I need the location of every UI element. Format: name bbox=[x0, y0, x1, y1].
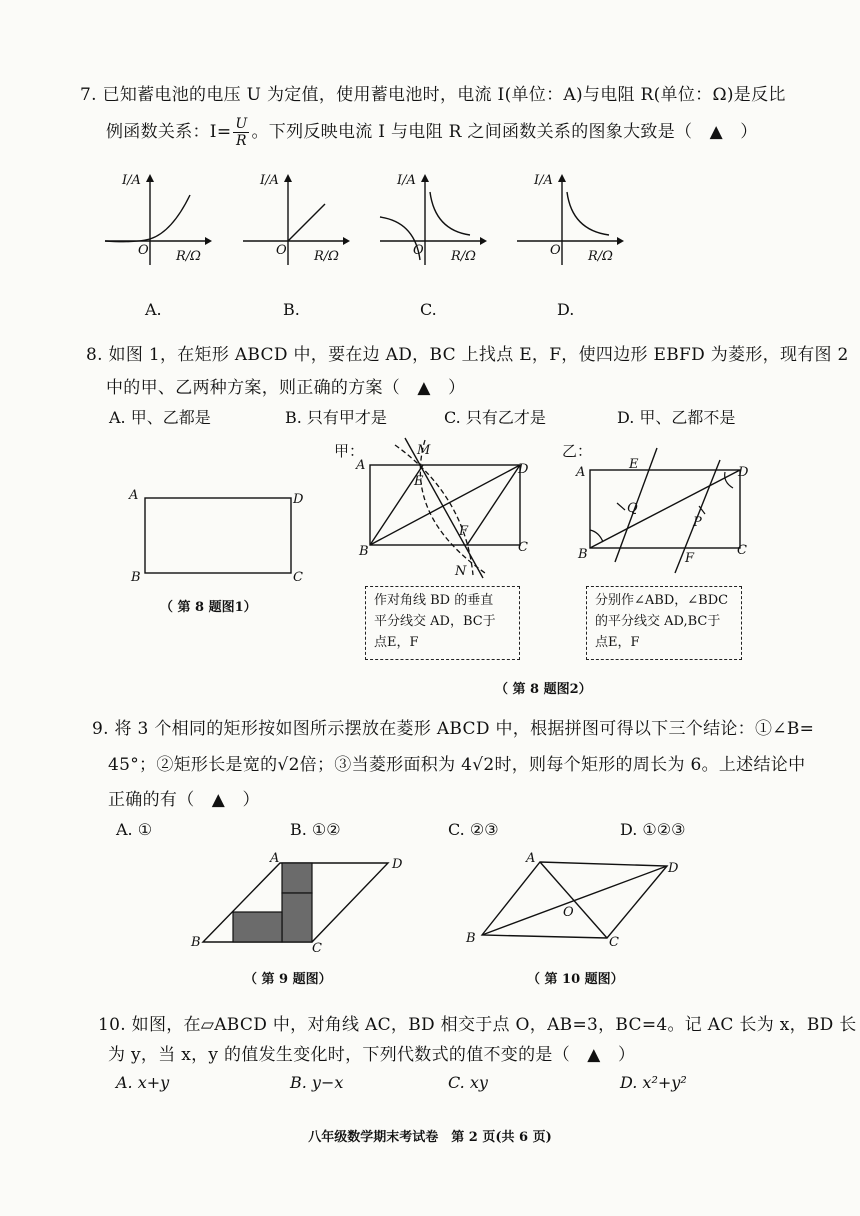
rectangle-top bbox=[282, 863, 312, 893]
point-a-label: A bbox=[129, 488, 139, 503]
point-b-label: B bbox=[466, 931, 476, 946]
point-f-label: F bbox=[459, 524, 469, 539]
point-b-label: B bbox=[191, 935, 201, 950]
point-q-label: Q bbox=[627, 501, 638, 516]
plan-a-label: 甲： bbox=[334, 442, 365, 460]
q9-option-b: B. ①② bbox=[290, 820, 341, 839]
q7-option-b: B. bbox=[283, 300, 300, 319]
q8-figure1-caption: （ 第 8 题图1） bbox=[160, 600, 257, 615]
y-axis-label: I/A bbox=[260, 173, 279, 188]
graph-c bbox=[375, 170, 495, 270]
point-d-label: D bbox=[293, 492, 304, 507]
plan-b-label: 乙： bbox=[562, 442, 593, 460]
point-a-label: A bbox=[356, 458, 366, 473]
q7-line2-a: 例函数关系：I= bbox=[106, 122, 232, 142]
point-c-label: C bbox=[312, 941, 322, 956]
plan-b-description bbox=[586, 586, 742, 660]
point-c-label: C bbox=[609, 935, 619, 950]
graph-b bbox=[238, 170, 358, 270]
origin-label: O bbox=[413, 243, 424, 258]
point-d-label: D bbox=[518, 462, 529, 477]
y-axis-label: I/A bbox=[397, 173, 416, 188]
x-axis-label: R/Ω bbox=[176, 249, 201, 264]
q10-option-c: C. xy bbox=[448, 1073, 488, 1092]
graph-a bbox=[100, 170, 220, 270]
frac-denominator: R bbox=[235, 133, 247, 149]
plan-a-line3: 点E，F bbox=[374, 635, 419, 650]
x-axis-label: R/Ω bbox=[451, 249, 476, 264]
plan-a-line1: 作对角线 BD 的垂直 bbox=[374, 593, 494, 608]
x-axis-label: R/Ω bbox=[314, 249, 339, 264]
q10-option-d: D. x²+y² bbox=[620, 1073, 687, 1092]
point-d-label: D bbox=[668, 861, 679, 876]
plan-b-line2: 的平分线交 AD,BC于 bbox=[595, 614, 721, 629]
q10-figure-caption: （ 第 10 题图） bbox=[527, 972, 624, 987]
q8-line1: 8. 如图 1，在矩形 ABCD 中，要在边 AD，BC 上找点 E，F，使四边形 EBFD 为菱形，现有图 2 bbox=[86, 345, 849, 365]
q7-option-d: D. bbox=[557, 300, 575, 319]
q7-fraction bbox=[233, 116, 249, 149]
x-axis-label: R/Ω bbox=[588, 249, 613, 264]
point-d-label: D bbox=[392, 857, 403, 872]
point-b-label: B bbox=[578, 547, 588, 562]
point-o-label: O bbox=[563, 905, 574, 920]
origin-label: O bbox=[550, 243, 561, 258]
q8-line2: 中的甲、乙两种方案，则正确的方案（ ▲ ） bbox=[106, 378, 466, 398]
y-axis-label: I/A bbox=[122, 173, 141, 188]
point-a-label: A bbox=[526, 851, 536, 866]
rectangle-left bbox=[233, 912, 282, 942]
q9-option-c: C. ②③ bbox=[448, 820, 499, 839]
q9-option-a: A. ① bbox=[116, 820, 153, 839]
point-a-label: A bbox=[576, 465, 586, 480]
q9-line1: 9. 将 3 个相同的矩形按如图所示摆放在菱形 ABCD 中，根据拼图可得以下三个结论：①∠B= bbox=[92, 719, 815, 739]
point-a-label: A bbox=[270, 851, 280, 866]
q10-line2: 为 y，当 x，y 的值发生变化时，下列代数式的值不变的是（ ▲ ） bbox=[108, 1045, 636, 1065]
frac-numerator: U bbox=[235, 116, 248, 132]
point-m-label: M bbox=[417, 443, 431, 458]
q9-figure-caption: （ 第 9 题图） bbox=[244, 972, 332, 987]
point-b-label: B bbox=[131, 570, 141, 585]
q10-figure-parallelogram bbox=[462, 850, 692, 955]
point-c-label: C bbox=[518, 540, 528, 555]
q9-line3: 正确的有（ ▲ ） bbox=[108, 790, 260, 810]
q9-figure-rhombus bbox=[188, 850, 408, 955]
plan-b-figure bbox=[575, 450, 755, 570]
point-e-label: E bbox=[629, 457, 639, 472]
plan-a-line2: 平分线交 AD，BC于 bbox=[374, 614, 496, 629]
q10-option-a: A. x+y bbox=[116, 1073, 170, 1092]
q8-figure1-rectangle bbox=[125, 485, 315, 585]
point-n-label: N bbox=[455, 564, 467, 579]
point-f-label: F bbox=[685, 551, 695, 566]
q7-line2-b: 。下列反映电流 I 与电阻 R 之间函数关系的图象大致是（ ▲ ） bbox=[251, 122, 758, 142]
point-b-label: B bbox=[359, 544, 369, 559]
q7-line2 bbox=[106, 116, 758, 149]
q9-line2: 45°；②矩形长是宽的√2倍；③当菱形面积为 4√2时，则每个矩形的周长为 6。上述结论中 bbox=[108, 755, 806, 775]
y-axis-label: I/A bbox=[534, 173, 553, 188]
q8-option-b: B. 只有甲才是 bbox=[285, 408, 387, 427]
plan-a-figure bbox=[355, 435, 545, 585]
q10-line1: 10. 如图，在▱ABCD 中，对角线 AC，BD 相交于点 O，AB=3，BC=4。记 AC 长为 x，BD 长 bbox=[98, 1015, 857, 1035]
point-c-label: C bbox=[737, 543, 747, 558]
plan-b-line1: 分别作∠ABD，∠BDC bbox=[595, 593, 729, 608]
rectangle-right bbox=[282, 893, 312, 942]
q7-option-c: C. bbox=[420, 300, 437, 319]
q8-option-c: C. 只有乙才是 bbox=[444, 408, 546, 427]
q8-option-a: A. 甲、乙都是 bbox=[109, 408, 211, 427]
origin-label: O bbox=[138, 243, 149, 258]
q7-option-a: A. bbox=[145, 300, 162, 319]
q10-option-b: B. y−x bbox=[290, 1073, 344, 1092]
point-p-label: P bbox=[693, 515, 702, 530]
q9-option-d: D. ①②③ bbox=[620, 820, 686, 839]
page-footer: 八年级数学期末考试卷 第 2 页(共 6 页) bbox=[308, 1130, 552, 1145]
plan-a-description bbox=[365, 586, 520, 660]
point-e-label: E bbox=[414, 474, 424, 489]
q8-figure2-caption: （ 第 8 题图2） bbox=[495, 682, 592, 697]
point-c-label: C bbox=[293, 570, 303, 585]
q8-option-d: D. 甲、乙都不是 bbox=[617, 408, 736, 427]
plan-b-line3: 点E，F bbox=[595, 635, 640, 650]
graph-d bbox=[512, 170, 632, 270]
origin-label: O bbox=[276, 243, 287, 258]
q7-line1: 7. 已知蓄电池的电压 U 为定值，使用蓄电池时，电流 I(单位：A)与电阻 R(单位：Ω)是反比 bbox=[80, 85, 786, 105]
point-d-label: D bbox=[738, 465, 749, 480]
